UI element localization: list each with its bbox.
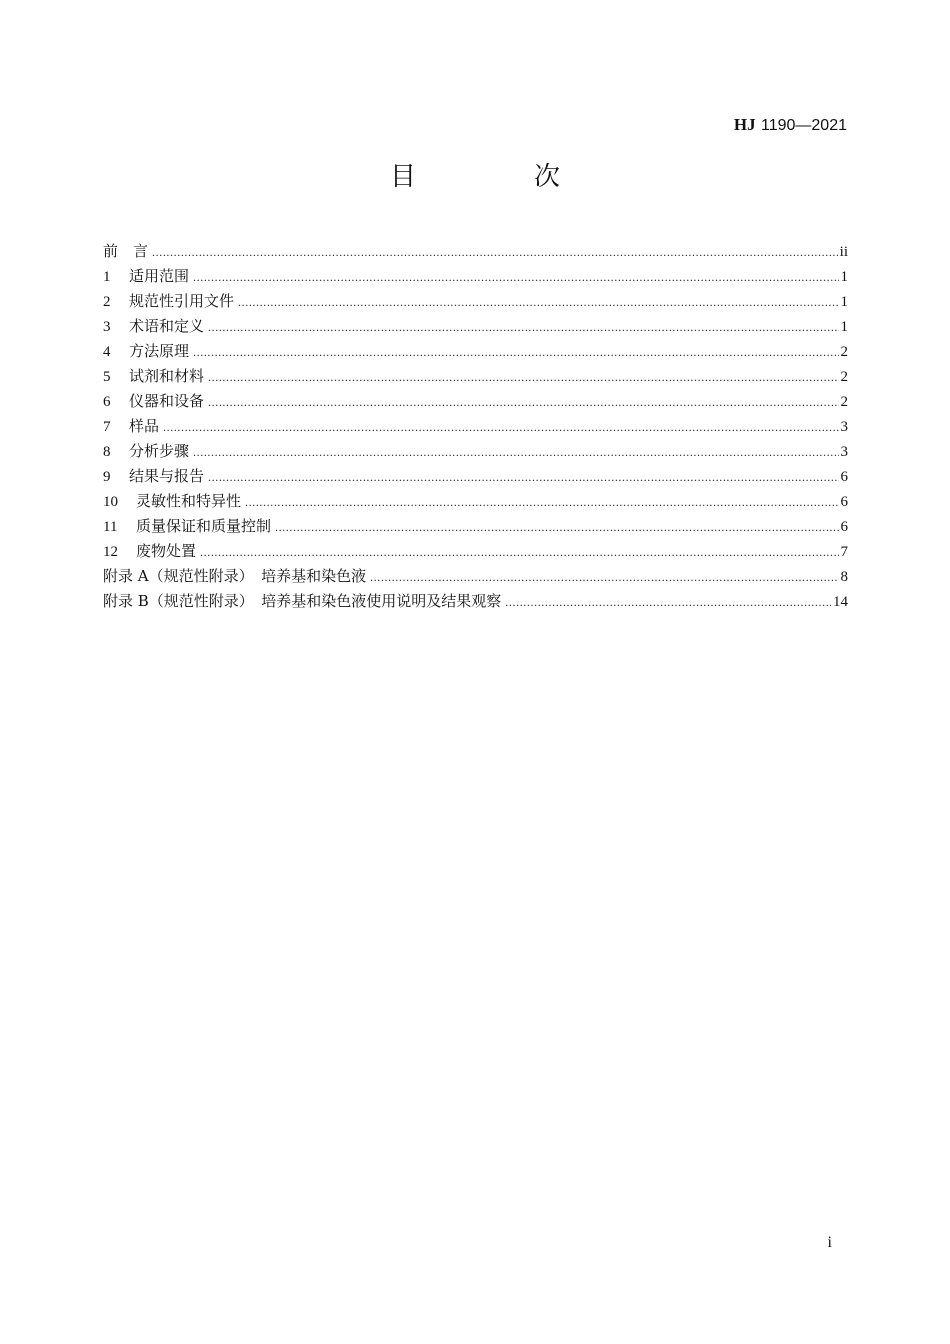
footer-page-number: i bbox=[827, 1234, 832, 1251]
toc-entry-title: 样品 bbox=[129, 417, 160, 435]
toc-dot-leader bbox=[238, 291, 838, 313]
toc-entry-number: 8 bbox=[103, 444, 111, 460]
toc-entry-number: 2 bbox=[103, 294, 111, 310]
toc-entry-label bbox=[103, 490, 241, 513]
toc-entry-label bbox=[103, 265, 189, 288]
standard-number-value: 1190—2021 bbox=[761, 117, 847, 134]
toc-dot-leader bbox=[163, 416, 838, 438]
toc-entry-number: 4 bbox=[103, 344, 111, 360]
toc-entry-page: 2 bbox=[840, 369, 848, 385]
toc-dot-leader bbox=[208, 316, 838, 338]
toc-entry-3[interactable] bbox=[103, 315, 848, 340]
toc-dot-leader bbox=[505, 591, 831, 613]
toc-entry-1[interactable] bbox=[103, 265, 848, 290]
toc-entry-title: 前 言 bbox=[103, 242, 149, 260]
toc-dot-leader bbox=[152, 241, 838, 263]
toc-entry-page: 1 bbox=[840, 269, 848, 285]
toc-entry-page: 2 bbox=[840, 344, 848, 360]
page-title: 目 次 bbox=[389, 162, 606, 192]
standard-number bbox=[734, 114, 847, 137]
toc-dot-leader bbox=[193, 441, 838, 463]
toc-dot-leader bbox=[275, 516, 838, 538]
toc-entry-page: 3 bbox=[840, 419, 848, 435]
toc-entry-12[interactable] bbox=[103, 540, 848, 565]
toc-entry-11[interactable] bbox=[103, 515, 848, 540]
toc-entry-label bbox=[103, 440, 189, 463]
toc-entry-title: 质量保证和质量控制 bbox=[136, 517, 272, 535]
toc-entry-title: 适用范围 bbox=[129, 267, 190, 285]
toc-entry-page: 6 bbox=[840, 494, 848, 510]
toc-dot-leader bbox=[370, 566, 838, 588]
toc-entry-label bbox=[103, 240, 148, 262]
toc-entry-5[interactable] bbox=[103, 365, 848, 390]
toc-entry-number: 6 bbox=[103, 394, 111, 410]
toc-entry-title: 术语和定义 bbox=[129, 317, 205, 335]
toc-dot-leader bbox=[245, 491, 838, 513]
toc-entry-label bbox=[103, 540, 196, 563]
toc-entry-title: 废物处置 bbox=[136, 542, 197, 560]
toc-entry-label bbox=[103, 515, 271, 538]
toc-dot-leader bbox=[208, 466, 838, 488]
toc-entry-page: 14 bbox=[833, 594, 848, 610]
toc-entry-number: 7 bbox=[103, 419, 111, 435]
toc-entry-page: 6 bbox=[840, 519, 848, 535]
toc-dot-leader bbox=[208, 391, 838, 413]
toc-entry-title: 结果与报告 bbox=[129, 467, 205, 485]
toc-entry-7[interactable] bbox=[103, 415, 848, 440]
toc-entry-number: 9 bbox=[103, 469, 111, 485]
toc-entry-number: 1 bbox=[103, 269, 111, 285]
toc-entry-label bbox=[103, 465, 204, 488]
toc-entry-number: 3 bbox=[103, 319, 111, 335]
toc-entry-label bbox=[103, 340, 189, 363]
toc-entry-label bbox=[103, 590, 501, 612]
toc-dot-leader bbox=[193, 266, 838, 288]
toc-dot-leader bbox=[200, 541, 838, 563]
toc-entry-label bbox=[103, 290, 234, 313]
toc-entry-page: 6 bbox=[840, 469, 848, 485]
toc-entry-label bbox=[103, 365, 204, 388]
toc-entry-preface[interactable] bbox=[103, 240, 848, 265]
toc-entry-title: 方法原理 bbox=[129, 342, 190, 360]
toc-entry-10[interactable] bbox=[103, 490, 848, 515]
toc-entry-page: 2 bbox=[840, 394, 848, 410]
toc-entry-title: 附录 A（规范性附录） 培养基和染色液 bbox=[103, 567, 367, 585]
toc-entry-page: 8 bbox=[840, 569, 848, 585]
toc-entry-title: 规范性引用文件 bbox=[129, 292, 235, 310]
toc-dot-leader bbox=[193, 341, 838, 363]
toc-entry-9[interactable] bbox=[103, 465, 848, 490]
toc-entry-appendix-b[interactable] bbox=[103, 590, 848, 615]
standard-code: HJ bbox=[733, 115, 756, 134]
toc-dot-leader bbox=[208, 366, 838, 388]
toc-entry-label bbox=[103, 390, 204, 413]
toc-entry-6[interactable] bbox=[103, 390, 848, 415]
toc-entry-number: 10 bbox=[103, 494, 118, 510]
toc-entry-number: 11 bbox=[103, 519, 118, 535]
toc-entry-label bbox=[103, 415, 159, 438]
toc-entry-number: 5 bbox=[103, 369, 111, 385]
toc-entry-title: 试剂和材料 bbox=[129, 367, 205, 385]
toc-entry-title: 灵敏性和特异性 bbox=[136, 492, 242, 510]
toc-entry-page: 1 bbox=[840, 319, 848, 335]
toc-entry-appendix-a[interactable] bbox=[103, 565, 848, 590]
toc-entry-page: 7 bbox=[840, 544, 848, 560]
toc-entry-number: 12 bbox=[103, 544, 118, 560]
toc-entry-4[interactable] bbox=[103, 340, 848, 365]
table-of-contents bbox=[103, 240, 848, 615]
toc-entry-page: 3 bbox=[840, 444, 848, 460]
toc-entry-page: 1 bbox=[840, 294, 848, 310]
toc-entry-page: ii bbox=[839, 244, 848, 260]
toc-entry-title: 分析步骤 bbox=[129, 442, 190, 460]
toc-entry-label bbox=[103, 315, 204, 338]
toc-entry-title: 附录 B（规范性附录） 培养基和染色液使用说明及结果观察 bbox=[103, 592, 502, 610]
toc-entry-2[interactable] bbox=[103, 290, 848, 315]
toc-entry-8[interactable] bbox=[103, 440, 848, 465]
toc-entry-label bbox=[103, 565, 366, 587]
toc-entry-title: 仪器和设备 bbox=[129, 392, 205, 410]
